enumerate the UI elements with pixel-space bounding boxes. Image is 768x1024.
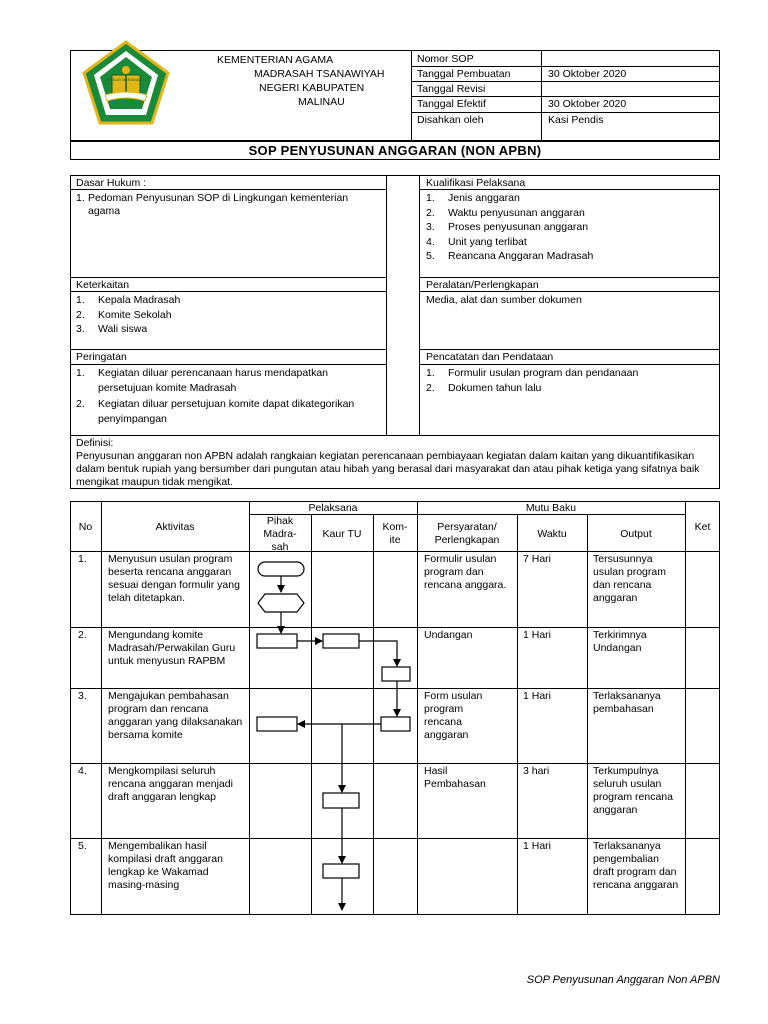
meta-label: Nomor SOP (417, 53, 474, 65)
row-output: Terlaksananya pengembalian draft program dan rencana anggaran (593, 840, 679, 891)
header-output: Output (620, 528, 652, 540)
list-item: 3. Proses penyusunan anggaran (426, 221, 589, 233)
flow-start-terminator (258, 562, 304, 576)
meta-value: 30 Oktober 2020 (548, 98, 627, 110)
list-item: 2. Waktu penyusunan anggaran (426, 206, 585, 219)
page-title: SOP PENYUSUNAN ANGGARAN (NON APBN) (248, 143, 542, 158)
row-output: Tersusunnya usulan program dan rencana anggaran (593, 553, 666, 604)
ministry-line-4: MALINAU (298, 96, 345, 108)
peralatan-label: Peralatan/Perlengkapan (426, 279, 539, 291)
ministry-line-1: KEMENTERIAN AGAMA (217, 54, 334, 66)
list-item: 2. Kegiatan diluar persetujuan komite dapat dikategorikan penyimpangan (76, 398, 355, 425)
header-ket: Ket (694, 521, 711, 533)
flow-process-box (381, 717, 410, 731)
row-output: Terlaksananya pembahasan (593, 690, 661, 715)
flow-process-box (257, 717, 297, 731)
row-output: Terkirimnya Undangan (593, 629, 647, 654)
meta-label: Tanggal Revisi (417, 83, 486, 95)
header-kaur-tu: Kaur TU (322, 528, 362, 540)
row-persyaratan: Undangan (424, 629, 473, 641)
row-persyaratan: Form usulan program rencana anggaran (424, 690, 483, 741)
flow-process-box (382, 667, 410, 681)
header-persyaratan: Persyaratan/ Perlengkapan (434, 521, 500, 546)
row-no: 2. (78, 629, 87, 641)
list-item: 1. Kegiatan diluar perencanaan harus mendapatkan persetujuan komite Madrasah (76, 367, 329, 394)
dasar-hukum-item: Pedoman Penyusunan SOP di Lingkungan kementerian agama (88, 192, 349, 217)
row-waktu: 1 Hari (523, 690, 552, 702)
row-aktivitas: Mengkompilasi seluruh rencana anggaran menjadi draft anggaran lengkap (108, 765, 233, 803)
list-item: 1. Formulir usulan program dan pendanaan (426, 367, 639, 379)
list-item: 2. Komite Sekolah (76, 308, 172, 321)
peralatan-text: Media, alat dan sumber dokumen (426, 294, 582, 306)
row-no: 5. (78, 840, 87, 852)
meta-label: Disahkan oleh (417, 114, 484, 126)
flow-process-box (257, 634, 297, 648)
row-aktivitas: Mengembalikan hasil kompilasi draft anggaran lengkap ke Wakamad masing-masing (108, 840, 223, 891)
row-waktu: 3 hari (523, 765, 550, 777)
definisi-label: Definisi: (76, 437, 114, 449)
meta-label: Tanggal Pembuatan (417, 68, 511, 80)
row-no: 4. (78, 765, 87, 777)
meta-value: Kasi Pendis (548, 114, 604, 126)
dasar-hukum-label: Dasar Hukum : (76, 177, 147, 189)
dasar-hukum-list: 1. Pedoman Penyusunan SOP di Lingkungan kementerian agama (76, 192, 349, 217)
meta-value: 30 Oktober 2020 (548, 68, 627, 80)
row-output: Terkumpulnya seluruh usulan program rencana anggaran (593, 765, 673, 816)
list-item: 3. Wali siswa (76, 323, 148, 335)
flow-process-box (323, 634, 359, 648)
header-aktivitas: Aktivitas (155, 521, 195, 533)
list-item: 2. Dokumen tahun lalu (426, 381, 542, 394)
pencatatan-label: Pencatatan dan Pendataan (426, 351, 554, 363)
list-item: 4. Unit yang terlibat (426, 235, 527, 248)
row-waktu: 1 Hari (523, 629, 552, 641)
row-waktu: 1 Hari (523, 840, 552, 852)
header-mutu-baku: Mutu Baku (525, 502, 577, 514)
list-item: 1. Kepala Madrasah (76, 294, 181, 306)
row-no: 1. (78, 553, 87, 565)
flow-preparation-shape (258, 594, 304, 612)
row-aktivitas: Mengundang komite Madrasah/Perwakilan Guru untuk menyusun RAPBM (108, 629, 236, 667)
definisi-text: Penyusunan anggaran non APBN adalah rangkaian kegiatan perencanaan pembiayaan kegiatan dalam kaitan yang dikuantifikasikan dalam bentuk rupiah yang bersumber dari pungutan atau hibah yang berasal dari masyarakat dan atau pihak ketiga yang sifatnya baik mengikat maupun tidak mengikat. (76, 450, 700, 488)
logo-motto: IKHLAS BERAMAL (107, 77, 142, 82)
list-item: 1. Jenis anggaran (426, 192, 520, 204)
header-komite: Kom-ite (382, 521, 408, 546)
row-persyaratan: Formulir usulan program dan rencana anggara. (424, 553, 507, 591)
footer-caption: SOP Penyusunan Anggaran Non APBN (526, 974, 720, 986)
row-aktivitas: Menyusun usulan program beserta rencana anggaran sesuai dengan formulir yang telah ditetapkan. (108, 553, 240, 604)
kualifikasi-label: Kualifikasi Pelaksana (426, 177, 526, 189)
row-no: 3. (78, 690, 87, 702)
list-item: 5. Reancana Anggaran Madrasah (426, 250, 594, 262)
flow-process-box (323, 793, 359, 808)
row-aktivitas: Mengajukan pembahasan program dan rencana anggaran yang dilaksanakan bersama komite (108, 690, 243, 741)
peringatan-label: Peringatan (76, 351, 127, 363)
ministry-line-3: NEGERI KABUPATEN (259, 82, 365, 94)
header-no: No (78, 521, 93, 533)
header-waktu: Waktu (537, 528, 567, 540)
header-pihak-madrasah: Pihak Madra-sah (263, 515, 297, 553)
keterkaitan-label: Keterkaitan (76, 279, 130, 291)
meta-label: Tanggal Efektif (417, 98, 486, 110)
flow-process-box (323, 864, 359, 878)
row-persyaratan: Hasil Pembahasan (424, 765, 486, 790)
row-waktu: 7 Hari (523, 553, 552, 565)
ministry-line-2: MADRASAH TSANAWIYAH (254, 68, 385, 80)
header-pelaksana: Pelaksana (308, 502, 358, 514)
